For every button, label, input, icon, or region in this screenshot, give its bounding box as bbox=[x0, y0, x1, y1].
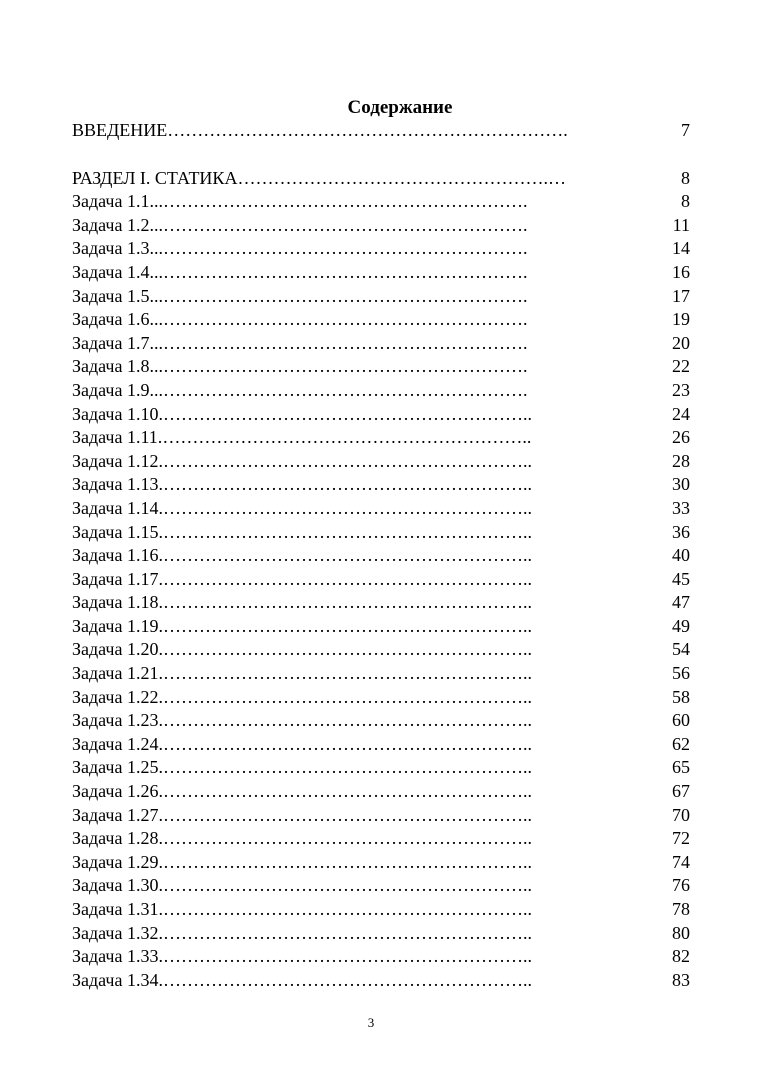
toc-entry-page: 49 bbox=[672, 615, 690, 636]
toc-entry[interactable] bbox=[72, 379, 690, 403]
toc-entry[interactable] bbox=[72, 544, 690, 568]
toc-dot-leader: …………………………………………………….. bbox=[162, 851, 532, 872]
toc-entry[interactable] bbox=[72, 615, 690, 639]
toc-dot-leader: …………………………………………………….. bbox=[162, 521, 532, 542]
toc-entry[interactable] bbox=[72, 308, 690, 332]
toc-entry-label: Задача 1.7. bbox=[72, 332, 154, 353]
toc-entry[interactable] bbox=[72, 591, 690, 615]
toc-entry-label: Задача 1.21. bbox=[72, 663, 163, 684]
toc-entry[interactable] bbox=[72, 261, 690, 285]
toc-entry[interactable] bbox=[72, 827, 690, 851]
toc-dot-leader: …………………………………………………….. bbox=[162, 568, 532, 589]
toc-dot-leader: …………………………………………….… bbox=[237, 167, 566, 188]
toc-entry-label: Задача 1.25. bbox=[72, 757, 163, 778]
toc-entry-page: 82 bbox=[672, 946, 690, 967]
toc-dot-leader: …………………………………………………….. bbox=[162, 427, 532, 448]
toc-entry-label: Задача 1.23. bbox=[72, 710, 163, 731]
toc-entry-label: Задача 1.30. bbox=[72, 875, 163, 896]
toc-entry-page: 67 bbox=[672, 781, 690, 802]
toc-entry[interactable] bbox=[72, 804, 690, 828]
toc-entry[interactable] bbox=[72, 332, 690, 356]
toc-entry-page: 16 bbox=[672, 261, 690, 282]
toc-entry-label: Задача 1.33. bbox=[72, 946, 163, 967]
toc-entry-page: 76 bbox=[672, 875, 690, 896]
toc-entry[interactable] bbox=[72, 450, 690, 474]
toc-dot-leader: …………………………………………………….. bbox=[162, 899, 532, 919]
toc-entry-page: 62 bbox=[672, 733, 690, 754]
toc-dot-leader: ..……………………………………………………. bbox=[153, 309, 528, 330]
toc-entry-label: Задача 1.16. bbox=[72, 545, 163, 566]
toc-dot-leader: …………………………………………………….. bbox=[162, 757, 532, 778]
toc-entry-label: Задача 1.15. bbox=[72, 521, 163, 542]
toc-dot-leader: …………………………………………………….. bbox=[162, 592, 532, 613]
toc-dot-leader: …………………………………………………….. bbox=[162, 710, 532, 731]
toc-dot-leader: ..……………………………………………………. bbox=[153, 379, 528, 400]
toc-dot-leader: ..……………………………………………………. bbox=[153, 238, 528, 259]
toc-dot-leader: …………………………………………………….. bbox=[162, 545, 532, 566]
toc-entry[interactable] bbox=[72, 403, 690, 427]
toc-entry[interactable] bbox=[72, 190, 690, 214]
toc-entry-label: Задача 1.3. bbox=[72, 238, 154, 259]
toc-entry-page: 22 bbox=[672, 356, 690, 377]
toc-entry[interactable] bbox=[72, 214, 690, 238]
toc-entry-label: Задача 1.19. bbox=[72, 615, 163, 636]
toc-entry-label: Задача 1.4. bbox=[72, 261, 154, 282]
toc-entry[interactable] bbox=[72, 874, 690, 898]
toc-entry-label: Задача 1.26. bbox=[72, 781, 163, 802]
toc-entry-page: 24 bbox=[672, 403, 690, 424]
toc-dot-leader: …………………………………………………….. bbox=[162, 497, 532, 518]
toc-entry-label: Задача 1.17. bbox=[72, 568, 163, 589]
toc-entry-page: 74 bbox=[672, 851, 690, 872]
toc-entry-label: Задача 1.2. bbox=[72, 214, 154, 235]
toc-entry-page: 28 bbox=[672, 450, 690, 471]
toc-dot-leader: …………………………………………………….. bbox=[162, 946, 532, 967]
toc-dot-leader: …………………………………………………….. bbox=[162, 969, 532, 990]
toc-entry-page: 70 bbox=[672, 804, 690, 825]
table-of-contents bbox=[72, 119, 690, 992]
toc-entry-label: Задача 1.24. bbox=[72, 733, 163, 754]
toc-entry-page: 60 bbox=[672, 710, 690, 731]
toc-entry-page: 8 bbox=[681, 167, 690, 188]
toc-dot-leader: ..……………………………………………………. bbox=[153, 261, 528, 282]
toc-entry-label: Задача 1.11. bbox=[72, 427, 163, 448]
toc-entry-page: 45 bbox=[672, 568, 690, 589]
toc-entry-label: Задача 1.5. bbox=[72, 285, 154, 306]
toc-entry-label: Задача 1.8. bbox=[72, 356, 154, 377]
toc-entry-page: 11 bbox=[672, 214, 690, 235]
toc-entry-label: Задача 1.34. bbox=[72, 969, 163, 990]
toc-dot-leader: ..……………………………………………………. bbox=[153, 214, 528, 235]
toc-entry-page: 36 bbox=[672, 521, 690, 542]
toc-entry[interactable] bbox=[72, 709, 690, 733]
toc-entry-label: Задача 1.22. bbox=[72, 686, 163, 707]
page-title: Содержание bbox=[347, 97, 453, 118]
toc-entry-page: 54 bbox=[672, 639, 690, 660]
toc-dot-leader: …………………………………………………………. bbox=[167, 120, 568, 140]
toc-entry[interactable] bbox=[72, 851, 690, 875]
toc-entry[interactable] bbox=[72, 473, 690, 497]
toc-dot-leader: …………………………………………………….. bbox=[162, 828, 532, 849]
toc-dot-leader: ..……………………………………………………. bbox=[153, 191, 528, 212]
toc-entry-label: РАЗДЕЛ I. СТАТИКА bbox=[72, 167, 238, 188]
toc-entry[interactable] bbox=[72, 568, 690, 592]
toc-entry-label: Задача 1.6. bbox=[72, 309, 154, 330]
toc-entry-page: 65 bbox=[672, 757, 690, 778]
toc-entry-label: Задача 1.14. bbox=[72, 497, 163, 518]
toc-dot-leader: …………………………………………………….. bbox=[162, 804, 532, 825]
toc-entry[interactable] bbox=[72, 686, 690, 710]
toc-dot-leader: …………………………………………………….. bbox=[162, 686, 532, 707]
toc-entry[interactable] bbox=[72, 945, 690, 969]
toc-entry-page: 58 bbox=[672, 686, 690, 707]
toc-dot-leader: …………………………………………………….. bbox=[162, 663, 532, 684]
toc-entry-label: Задача 1.18. bbox=[72, 592, 163, 613]
toc-entry-page: 56 bbox=[672, 663, 690, 684]
toc-entry-label: Задача 1.12. bbox=[72, 450, 163, 471]
toc-entry-page: 78 bbox=[672, 899, 690, 919]
toc-entry[interactable] bbox=[72, 426, 690, 450]
toc-dot-leader: …………………………………………………….. bbox=[162, 733, 532, 754]
toc-dot-leader: …………………………………………………….. bbox=[162, 875, 532, 896]
toc-entry[interactable] bbox=[72, 521, 690, 545]
toc-entry[interactable] bbox=[72, 780, 690, 804]
toc-dot-leader: …………………………………………………….. bbox=[162, 781, 532, 802]
toc-entry-page: 30 bbox=[672, 474, 690, 495]
toc-entry-label: Задача 1.13. bbox=[72, 474, 163, 495]
page-number: 3 bbox=[367, 1015, 375, 1030]
toc-entry-label: Задача 1.28. bbox=[72, 828, 163, 849]
toc-dot-leader: …………………………………………………….. bbox=[162, 922, 532, 943]
toc-entry[interactable] bbox=[72, 638, 690, 662]
toc-entry-label: Задача 1.27. bbox=[72, 804, 163, 825]
toc-entry-page: 19 bbox=[672, 309, 690, 330]
toc-entry[interactable] bbox=[72, 237, 690, 261]
toc-entry-label: Задача 1.31. bbox=[72, 899, 163, 919]
toc-entry[interactable] bbox=[72, 497, 690, 521]
toc-entry-label: Задача 1.9. bbox=[72, 379, 154, 400]
toc-entry-page: 20 bbox=[672, 332, 690, 353]
toc-entry-page: 7 bbox=[681, 120, 690, 140]
toc-entry-page: 23 bbox=[672, 379, 690, 400]
toc-entry-label: Задача 1.10. bbox=[72, 403, 163, 424]
toc-entry-page: 17 bbox=[672, 285, 690, 306]
toc-entry[interactable] bbox=[72, 662, 690, 686]
toc-entry-label: Задача 1.1. bbox=[72, 191, 154, 212]
toc-entry-label: Задача 1.32. bbox=[72, 922, 163, 943]
toc-entry[interactable] bbox=[72, 119, 690, 143]
toc-entry[interactable] bbox=[72, 898, 690, 922]
toc-entry-page: 26 bbox=[672, 427, 690, 448]
toc-entry-page: 14 bbox=[672, 238, 690, 259]
toc-entry[interactable] bbox=[72, 969, 690, 993]
toc-entry-page: 80 bbox=[672, 922, 690, 943]
toc-entry-label: ВВЕДЕНИЕ bbox=[72, 120, 168, 140]
toc-entry-page: 8 bbox=[681, 191, 690, 212]
toc-entry[interactable] bbox=[72, 756, 690, 780]
toc-dot-leader: …………………………………………………….. bbox=[162, 615, 532, 636]
toc-entry-page: 72 bbox=[672, 828, 690, 849]
toc-entry[interactable] bbox=[72, 355, 690, 379]
toc-entry-page: 40 bbox=[672, 545, 690, 566]
toc-dot-leader: …………………………………………………….. bbox=[162, 403, 532, 424]
toc-dot-leader: …………………………………………………….. bbox=[162, 474, 532, 495]
toc-entry-page: 47 bbox=[672, 592, 690, 613]
toc-dot-leader: ..……………………………………………………. bbox=[153, 285, 528, 306]
toc-entry-label: Задача 1.20. bbox=[72, 639, 163, 660]
toc-entry-page: 83 bbox=[672, 969, 690, 990]
toc-dot-leader: ..……………………………………………………. bbox=[153, 332, 528, 353]
toc-entry[interactable] bbox=[72, 733, 690, 757]
toc-entry[interactable] bbox=[72, 285, 690, 309]
toc-entry[interactable] bbox=[72, 922, 690, 946]
toc-dot-leader: …………………………………………………….. bbox=[162, 639, 532, 660]
toc-dot-leader: …………………………………………………….. bbox=[162, 450, 532, 471]
toc-entry[interactable] bbox=[72, 167, 690, 191]
toc-entry-page: 33 bbox=[672, 497, 690, 518]
toc-dot-leader: ..……………………………………………………. bbox=[153, 356, 528, 377]
toc-entry-label: Задача 1.29. bbox=[72, 851, 163, 872]
